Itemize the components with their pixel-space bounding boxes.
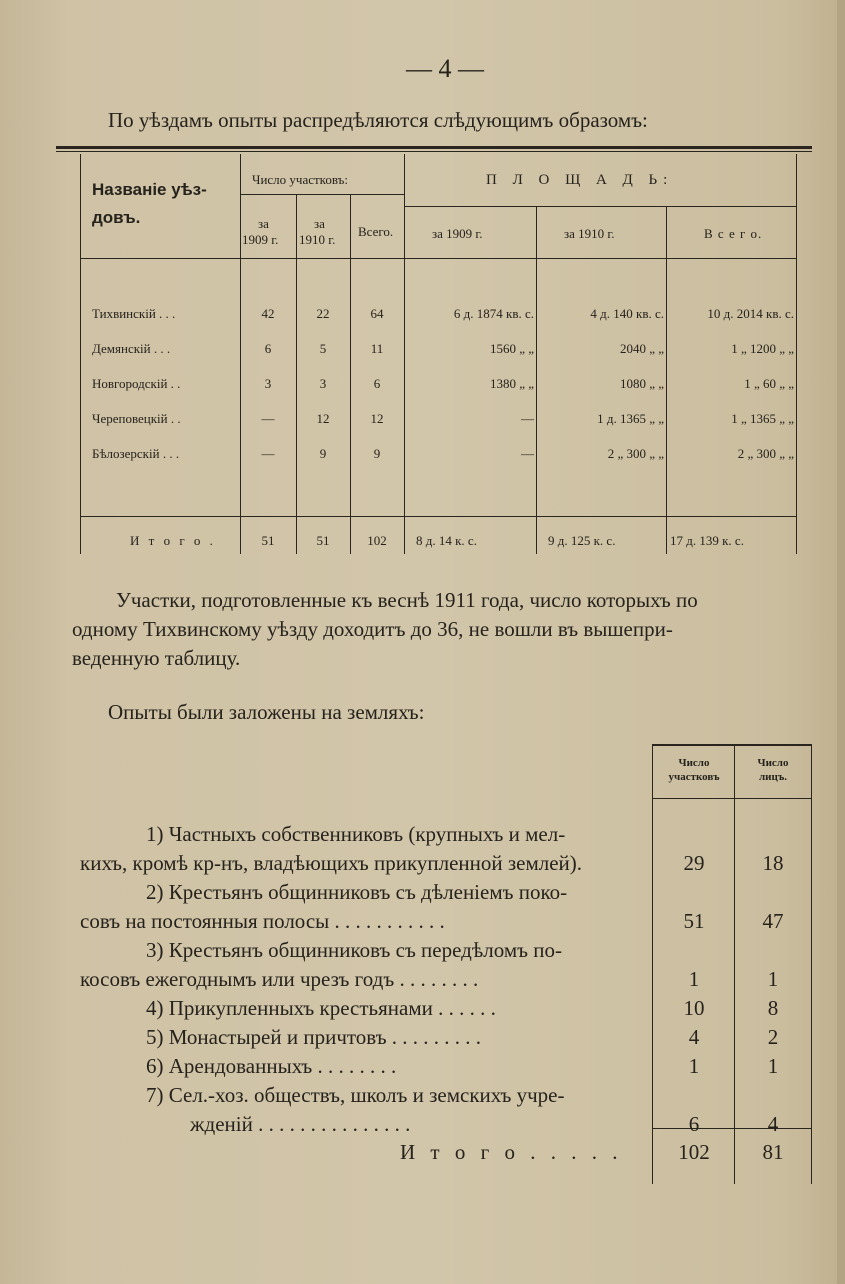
total-label: И т о г о . [130,533,216,548]
paragraph-line: Участки, подготовленные къ веснѣ 1911 года, число которыхъ по [116,588,698,612]
land-type-plots: 10 [683,996,705,1020]
land-type-line: 6) Арендованныхъ . . . . . . . . [146,1054,397,1078]
col-divider [296,194,297,554]
col-divider [404,154,405,554]
table2-right-border [811,744,812,1184]
land-type-plots: 6 [688,1112,700,1136]
table-top-rule-thin [56,151,812,152]
area-1909: за 1909 г. [432,226,483,241]
district-row-name: Бѣлозерскій . . . [92,446,180,461]
land-type-line: 3) Крестьянъ общинниковъ съ передѣломъ по- [146,938,562,962]
district-row-ctot: 64 [370,306,384,321]
col-name-header: Названіе уѣз- [92,180,207,199]
land-types-lead: Опыты были заложены на земляхъ: [108,700,425,724]
table2-total-a: 102 [678,1140,710,1164]
land-type-persons: 8 [767,996,779,1020]
district-row-ctot: 11 [370,341,384,356]
header-rule [240,194,404,195]
col-name-header-2: довъ. [92,208,141,227]
table-top-rule [56,146,812,149]
total-c1910: 51 [316,533,330,548]
land-type-line: 2) Крестьянъ общинниковъ съ дѣленіемъ поко- [146,880,568,904]
sub-1909-b: 1909 г. [242,232,279,247]
land-type-plots: 1 [688,967,700,991]
district-row-atot: 1 „ 60 „ „ [744,376,794,391]
table2-left-border [652,744,653,1184]
intro-line: По уѣздамъ опыты распредѣляются слѣдующимъ образомъ: [108,108,648,132]
total-atot: 17 д. 139 к. с. [670,533,744,548]
district-row-a1909: — [521,446,534,461]
district-row-c1909: 3 [264,376,272,391]
land-type-plots: 1 [688,1054,700,1078]
district-row-a1910: 1 д. 1365 „ „ [597,411,664,426]
table2-top-rule [652,744,812,746]
district-row-c1910: 9 [319,446,327,461]
district-row-atot: 2 „ 300 „ „ [737,446,794,461]
land-type-persons: 47 [762,909,784,933]
col2-header-b: лицъ. [758,771,787,783]
district-row-a1910: 4 д. 140 кв. с. [590,306,664,321]
land-type-line: 5) Монастырей и причтовъ . . . . . . . . . [146,1025,482,1049]
sub-1910-b: 1910 г. [299,232,336,247]
col-divider [350,194,351,554]
count-group-header: Число участковъ: [252,172,348,187]
district-row-c1909: — [261,411,275,426]
area-total: В с е г о. [704,226,763,241]
total-a1909: 8 д. 14 к. с. [416,533,477,548]
land-type-line: 1) Частныхъ собственниковъ (крупныхъ и мел- [146,822,566,846]
area-group-header: П Л О Щ А Д Ь: [486,172,674,188]
table2-header-rule [652,798,812,799]
page-edge [837,0,845,1284]
land-type-line: 4) Прикупленныхъ крестьянами . . . . . . [146,996,496,1020]
district-row-atot: 1 „ 1365 „ „ [731,411,794,426]
district-row-a1909: — [521,411,534,426]
left-border [80,154,81,554]
district-row-c1910: 3 [319,376,327,391]
land-type-line: 7) Сел.-хоз. обществъ, школъ и земскихъ учре- [146,1083,565,1107]
header-bottom-rule [80,258,796,259]
total-rule [80,516,796,517]
paragraph-line: одному Тихвинскому уѣзду доходитъ до 36, не вошли въ вышепри- [72,617,673,641]
district-row-c1909: 6 [264,341,272,356]
district-row-c1910: 22 [316,306,330,321]
land-type-table [80,740,820,1190]
area-1910: за 1910 г. [564,226,615,241]
land-type-line: совъ на постоянныя полосы . . . . . . . . . . . [80,909,445,933]
district-table [56,146,812,566]
land-type-persons: 18 [762,851,784,875]
district-row-ctot: 12 [370,411,384,426]
land-type-plots: 4 [688,1025,700,1049]
district-row-name: Череповецкій . . [92,411,181,426]
district-row-name: Новгородскій . . [92,376,181,391]
district-row-a1910: 2040 „ „ [619,341,664,356]
district-row-ctot: 6 [373,376,381,391]
land-type-line: косовъ ежегоднымъ или чрезъ годъ . . . . . . . . [80,967,479,991]
land-type-plots: 29 [683,851,705,875]
land-type-persons: 2 [767,1025,779,1049]
right-border [796,154,797,554]
district-row-a1909: 6 д. 1874 кв. с. [453,306,534,321]
total-c1909: 51 [261,533,275,548]
land-type-persons: 4 [767,1112,779,1136]
district-row-a1909: 1380 „ „ [489,376,534,391]
total-ctot: 102 [367,533,387,548]
district-row-a1910: 2 „ 300 „ „ [607,446,664,461]
col2-header: Число [757,757,789,769]
page-number: — 4 — [406,54,484,83]
district-row-c1909: 42 [261,306,275,321]
land-type-line: кихъ, кромѣ кр-нъ, владѣющихъ прикупленной землей). [80,851,583,875]
total-a1910: 9 д. 125 к. с. [548,533,616,548]
district-row-a1909: 1560 „ „ [489,341,534,356]
district-row-atot: 10 д. 2014 кв. с. [707,306,794,321]
table2-total-label: И т о г о . . . . . [400,1140,623,1164]
land-type-plots: 51 [683,909,705,933]
district-row-c1910: 12 [316,411,330,426]
district-row-name: Тихвинскій . . . [92,306,176,321]
district-row-c1910: 5 [319,341,327,356]
col1-header: Число [678,757,710,769]
paragraph-line: веденную таблицу. [72,646,241,670]
district-row-a1910: 1080 „ „ [619,376,664,391]
table2-total-b: 81 [762,1140,784,1164]
note-paragraph [72,586,822,673]
district-row-ctot: 9 [373,446,381,461]
land-type-line: жденій . . . . . . . . . . . . . . . [190,1112,411,1136]
land-type-persons: 1 [767,967,779,991]
district-row-name: Демянскій . . . [92,341,171,356]
col1-header-b: участковъ [668,771,720,783]
sub-total: Всего. [358,224,394,239]
district-row-atot: 1 „ 1200 „ „ [731,341,794,356]
sub-1909: за [258,216,269,231]
sub-1910: за [314,216,325,231]
land-type-persons: 1 [767,1054,779,1078]
table2-col-divider [734,744,735,1184]
district-row-c1909: — [261,446,275,461]
header-rule [404,206,796,207]
